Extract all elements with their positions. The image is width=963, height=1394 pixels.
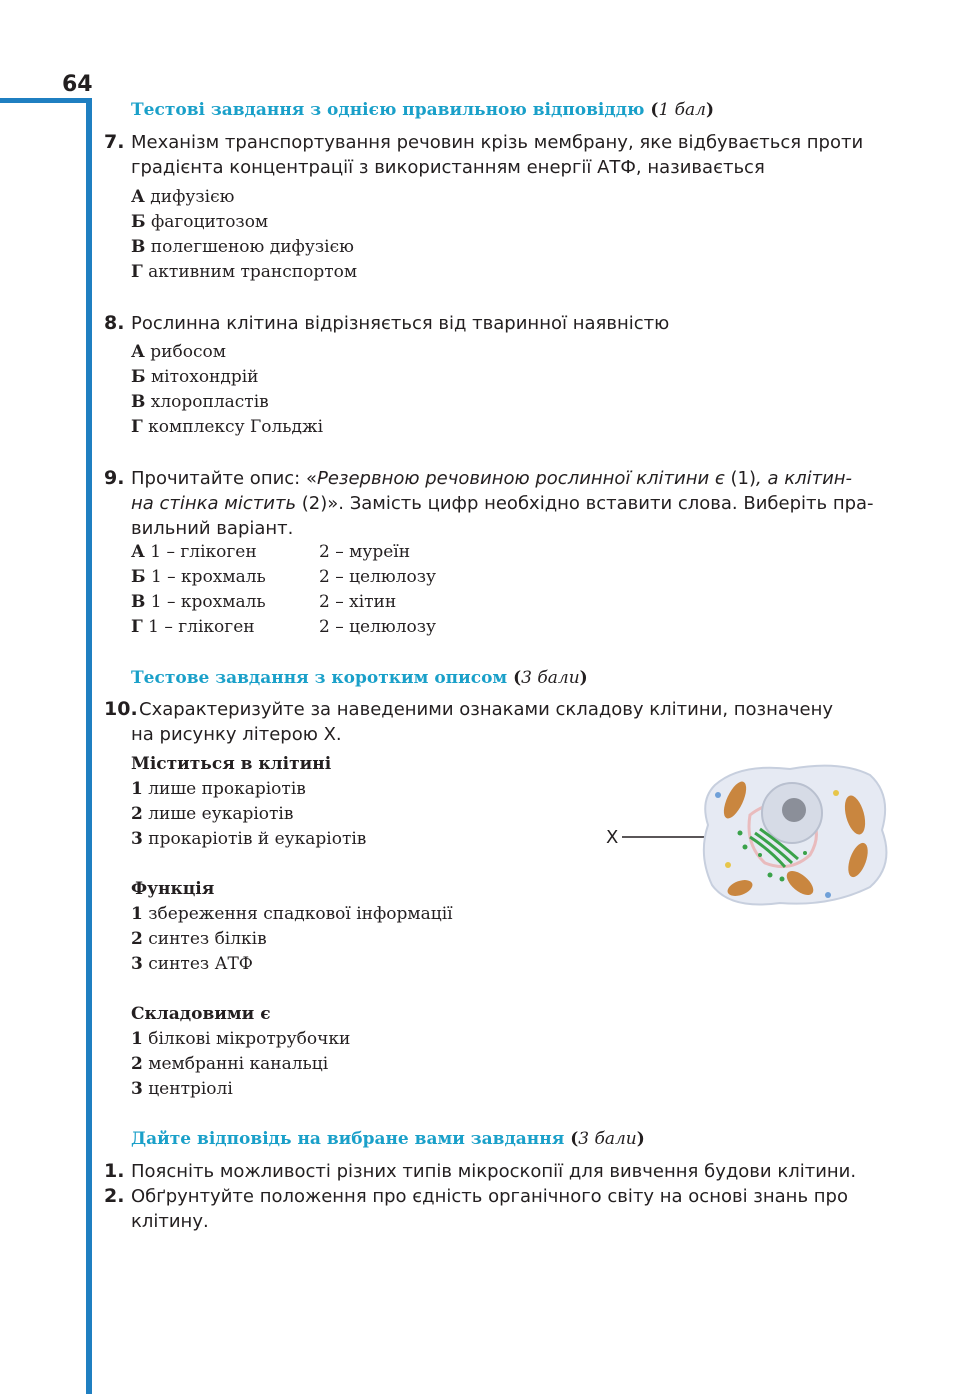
label-x: Х [606, 827, 619, 848]
answer-option: Г 1 – глікоген [131, 617, 255, 637]
criteria-item: 1 збереження спадкової інформації [131, 904, 453, 924]
answer-option: А 1 – глікоген [131, 542, 257, 562]
task-number: 2. [104, 1185, 125, 1207]
section-points: (3 бали) [513, 668, 588, 688]
answer-option: А дифузією [131, 187, 235, 207]
section-heading-single-answer [131, 100, 714, 120]
task-text [131, 1184, 891, 1234]
animal-cell-illustration [600, 755, 900, 915]
answer-option: Г комплексу Гольджі [131, 417, 324, 437]
question-line: градієнта концентрації з використанням енергії АТФ, називається [131, 157, 765, 178]
answer-option: В хлоропластів [131, 392, 269, 412]
criteria-item: 2 синтез білків [131, 929, 267, 949]
question-text [131, 130, 891, 180]
nucleolus [782, 798, 806, 822]
criteria-heading: Міститься в клітині [131, 754, 332, 774]
criteria-item: 1 лише прокаріотів [131, 779, 306, 799]
section-heading-short-description [131, 668, 588, 688]
criteria-item: 3 прокаріотів й еукаріотів [131, 829, 367, 849]
question-line: Прочитайте опис: «Резервною речовиною рослинної клітини є (1), а клітин- [131, 468, 853, 489]
criteria-item: 1 білкові мікротрубочки [131, 1029, 351, 1049]
criteria-item: 3 центріолі [131, 1079, 233, 1099]
page-number: 64 [62, 72, 93, 97]
answer-option-part: 2 – целюлозу [319, 567, 437, 587]
answer-option-part: 2 – целюлозу [319, 617, 437, 637]
task-number: 1. [104, 1160, 125, 1182]
question-line: Схарактеризуйте за наведеними ознаками складову клітини, позначену [139, 699, 834, 720]
answer-option: Б мітохондрій [131, 367, 259, 387]
task-text: Поясніть можливості різних типів мікроскопії для вивчення будови клітини. [131, 1161, 857, 1182]
question-text: на рисунку літерою Х. [131, 724, 342, 745]
section-title: Тестові завдання з однією правильною відповіддю [131, 100, 645, 120]
question-number: 7. [104, 131, 125, 153]
answer-option: А рибосом [131, 342, 226, 362]
answer-option: Б фагоцитозом [131, 212, 269, 232]
question-line: на стінка містить (2)». Замість цифр необхідно вставити слова. Виберіть пра- [131, 493, 874, 514]
question-text: Рослинна клітина відрізняється від тваринної наявністю [131, 313, 670, 334]
question-line: вильний варіант. [131, 518, 294, 539]
question-text [139, 697, 891, 722]
answer-option-part: 2 – хітин [319, 592, 397, 612]
section-heading-chosen-task [131, 1129, 645, 1149]
answer-option: Г активним транспортом [131, 262, 358, 282]
task-line: клітину. [131, 1211, 209, 1232]
answer-option: В 1 – крохмаль [131, 592, 266, 612]
question-number: 9. [104, 467, 125, 489]
criteria-item: 2 лише еукаріотів [131, 804, 294, 824]
question-number: 10. [104, 698, 138, 720]
criteria-item: 3 синтез АТФ [131, 954, 253, 974]
section-title: Дайте відповідь на вибране вами завдання [131, 1129, 565, 1149]
criteria-item: 2 мембранні канальці [131, 1054, 329, 1074]
section-title: Тестове завдання з коротким описом [131, 668, 508, 688]
section-points: (3 бали) [570, 1129, 645, 1149]
criteria-heading: Складовими є [131, 1004, 271, 1024]
answer-option: Б 1 – крохмаль [131, 567, 266, 587]
answer-option: В полегшеною дифузією [131, 237, 354, 257]
task-line: Обґрунтуйте положення про єдність органічного світу на основі знань про [131, 1186, 848, 1207]
criteria-heading: Функція [131, 879, 215, 899]
question-number: 8. [104, 312, 125, 334]
question-line: Механізм транспортування речовин крізь мембрану, яке відбувається проти [131, 132, 864, 153]
question-text [131, 466, 891, 541]
answer-option-part: 2 – муреїн [319, 542, 411, 562]
section-points: (1 бал) [650, 100, 715, 120]
